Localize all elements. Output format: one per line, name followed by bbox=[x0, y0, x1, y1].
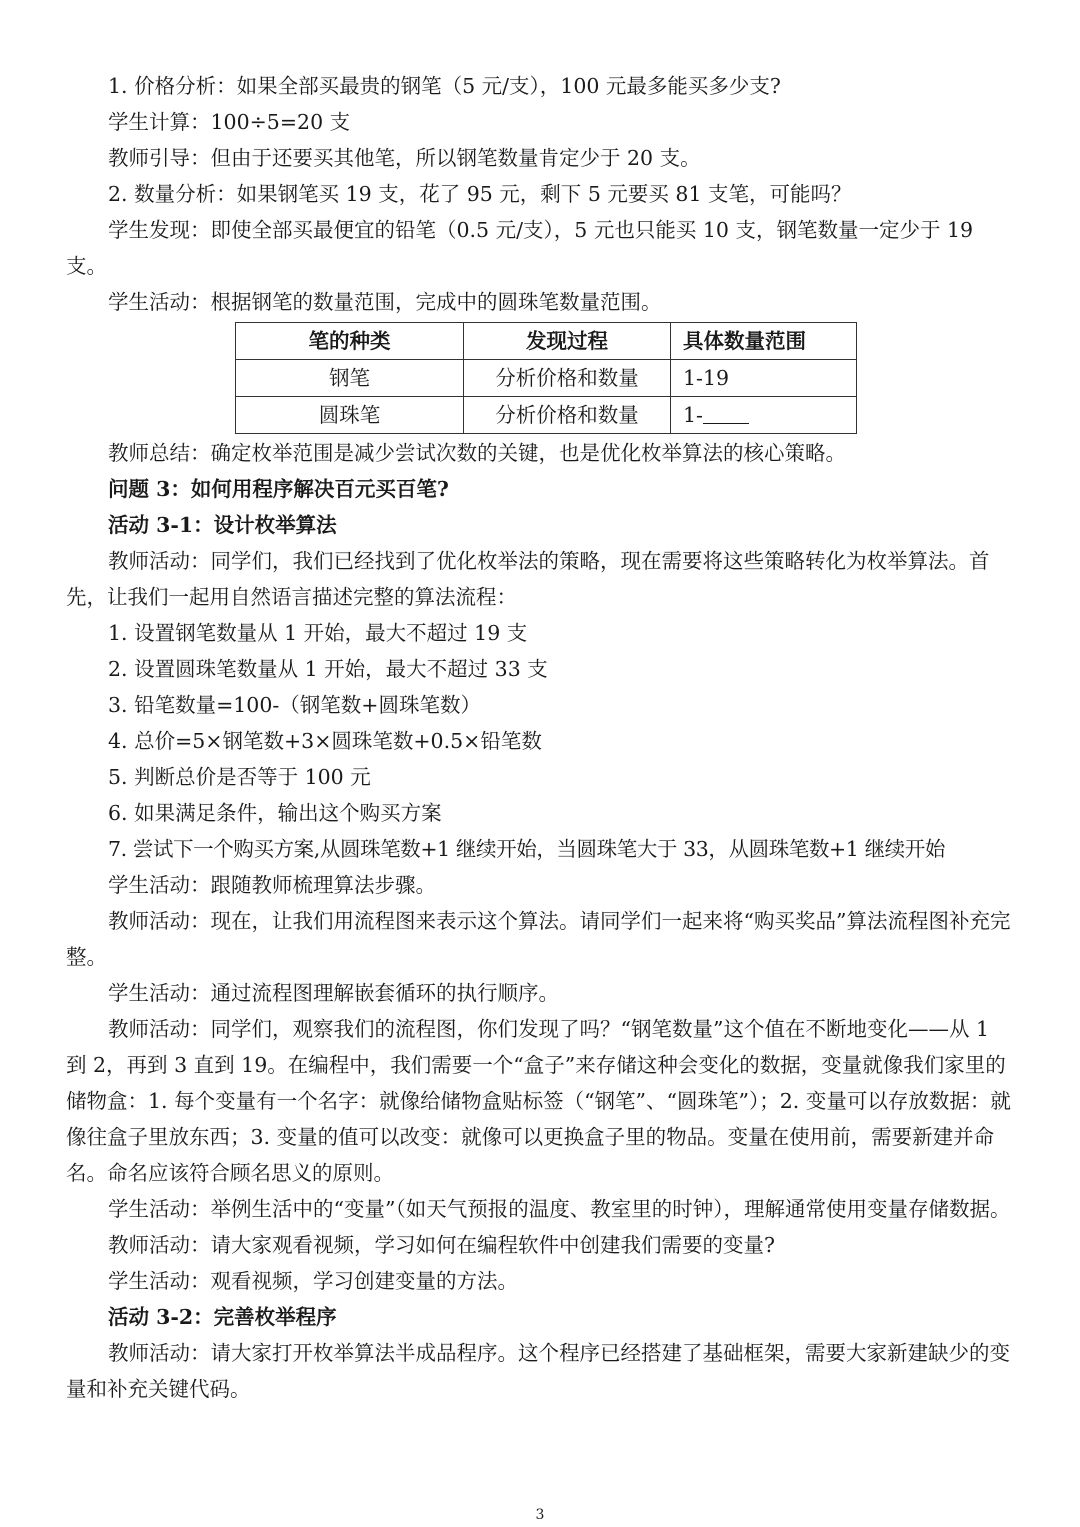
column-header: 发现过程 bbox=[464, 323, 671, 360]
table-cell: 分析价格和数量 bbox=[464, 360, 671, 397]
table-cell-with-blank bbox=[671, 397, 857, 434]
range-prefix: 1- bbox=[683, 403, 703, 427]
page-number: 3 bbox=[535, 1507, 545, 1523]
paragraph: 教师活动：同学们，我们已经找到了优化枚举法的策略，现在需要将这些策略转化为枚举算法。首先，让我们一起用自然语言描述完整的算法流程： bbox=[66, 549, 990, 609]
list-item: 6. 如果满足条件，输出这个购买方案 bbox=[108, 801, 442, 825]
table-row bbox=[236, 397, 857, 434]
paragraph: 学生活动：通过流程图理解嵌套循环的执行顺序。 bbox=[108, 981, 559, 1005]
quantity-range-table bbox=[235, 322, 857, 434]
paragraph: 学生活动：举例生活中的“变量”（如天气预报的温度、教室里的时钟），理解通常使用变量存储数据。 bbox=[108, 1197, 1011, 1221]
document-body bbox=[66, 68, 1016, 1407]
table-cell: 分析价格和数量 bbox=[464, 397, 671, 434]
paragraph: 教师引导：但由于还要买其他笔，所以钢笔数量肯定少于 20 支。 bbox=[108, 146, 701, 170]
paragraph: 教师活动：现在，让我们用流程图来表示这个算法。请同学们一起来将“购买奖品”算法流程图补充完整。 bbox=[66, 909, 1011, 969]
activity-heading: 活动 3-1：设计枚举算法 bbox=[108, 513, 337, 537]
table-row bbox=[236, 360, 857, 397]
table-header-row bbox=[236, 323, 857, 360]
list-item: 5. 判断总价是否等于 100 元 bbox=[108, 765, 371, 789]
table-cell: 圆珠笔 bbox=[236, 397, 464, 434]
paragraph: 教师活动：同学们，观察我们的流程图，你们发现了吗？“钢笔数量”这个值在不断地变化——从 1 到 2，再到 3 直到 19。在编程中，我们需要一个“盒子”来存储这种会变化的数据，变量就像我们家里的储物盒：1. 每个变量有一个名字：就像给储物盒贴标签（“钢笔”、“圆珠笔”）；2. 变量可以存放数据：就像往盒子里放东西；3. 变量的值可以改变：就像可以更换盒子里的物品。变量在使用前，需要新建并命名。命名应该符合顾名思义的原则。 bbox=[66, 1017, 1011, 1185]
list-item: 3. 铅笔数量=100-（钢笔数+圆珠笔数） bbox=[108, 693, 481, 717]
section-heading: 问题 3：如何用程序解决百元买百笔? bbox=[108, 477, 449, 501]
list-item: 1. 设置钢笔数量从 1 开始，最大不超过 19 支 bbox=[108, 621, 528, 645]
activity-heading: 活动 3-2：完善枚举程序 bbox=[108, 1305, 337, 1329]
paragraph: 学生计算：100÷5=20 支 bbox=[108, 110, 351, 134]
paragraph: 学生活动：跟随教师梳理算法步骤。 bbox=[108, 873, 436, 897]
list-item: 4. 总价=5×钢笔数+3×圆珠笔数+0.5×铅笔数 bbox=[108, 729, 542, 753]
paragraph: 学生活动：观看视频，学习创建变量的方法。 bbox=[108, 1269, 518, 1293]
list-item: 2. 设置圆珠笔数量从 1 开始，最大不超过 33 支 bbox=[108, 657, 548, 681]
column-header: 具体数量范围 bbox=[671, 323, 857, 360]
table-cell: 1-19 bbox=[671, 360, 857, 397]
paragraph: 1. 价格分析：如果全部买最贵的钢笔（5 元/支），100 元最多能买多少支? bbox=[108, 74, 781, 98]
list-item: 7. 尝试下一个购买方案,从圆珠笔数+1 继续开始，当圆珠笔大于 33，从圆珠笔数+1 继续开始 bbox=[108, 837, 945, 861]
paragraph: 教师活动：请大家观看视频，学习如何在编程软件中创建我们需要的变量? bbox=[108, 1233, 775, 1257]
paragraph: 教师活动：请大家打开枚举算法半成品程序。这个程序已经搭建了基础框架，需要大家新建缺少的变量和补充关键代码。 bbox=[66, 1341, 1010, 1401]
paragraph: 学生活动：根据钢笔的数量范围，完成中的圆珠笔数量范围。 bbox=[108, 290, 662, 314]
table-cell: 钢笔 bbox=[236, 360, 464, 397]
paragraph: 2. 数量分析：如果钢笔买 19 支，花了 95 元，剩下 5 元要买 81 支笔，可能吗？ bbox=[108, 182, 852, 206]
column-header: 笔的种类 bbox=[236, 323, 464, 360]
paragraph: 学生发现：即使全部买最便宜的铅笔（0.5 元/支），5 元也只能买 10 支，钢笔数量一定少于 19 支。 bbox=[66, 218, 974, 278]
fill-in-blank bbox=[703, 403, 749, 424]
paragraph: 教师总结：确定枚举范围是减少尝试次数的关键，也是优化枚举算法的核心策略。 bbox=[108, 441, 846, 465]
